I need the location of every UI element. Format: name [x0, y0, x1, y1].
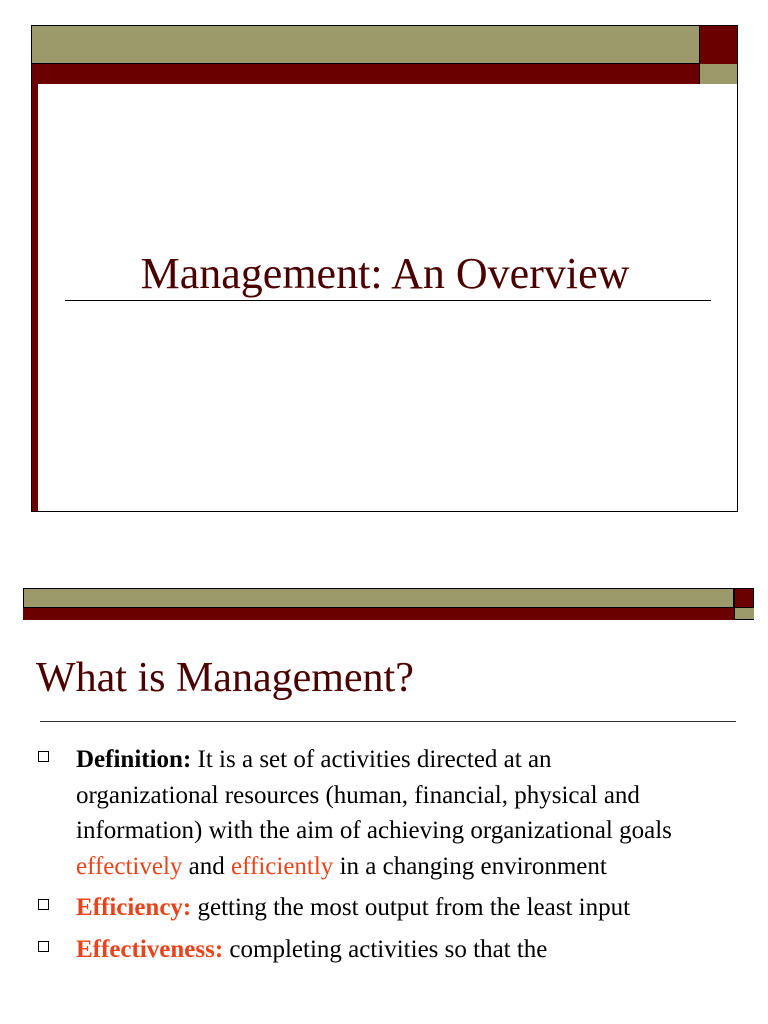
header-olive-band — [32, 26, 699, 64]
corner-olive-square — [699, 64, 737, 84]
square-bullet-icon — [38, 899, 49, 910]
bullet-term: Efficiency: — [76, 894, 192, 921]
bullet-text: getting the most output from the least input — [191, 894, 631, 921]
bullet-effectiveness — [36, 932, 686, 968]
bullet-term: Definition: — [76, 746, 192, 773]
bullet-efficiency — [36, 890, 686, 926]
content-slide — [0, 588, 768, 1024]
bullet-term: Effectiveness: — [76, 935, 224, 963]
title-slide — [31, 25, 738, 512]
corner-olive-square — [734, 608, 754, 620]
bullet-list — [36, 742, 686, 973]
accent-word: efficiently — [231, 852, 334, 880]
header-maroon-band — [23, 608, 734, 620]
corner-maroon-square — [734, 588, 754, 608]
bullet-text: and — [182, 852, 232, 880]
title-underline — [40, 721, 736, 722]
title-underline — [65, 300, 711, 301]
left-accent-bar — [32, 84, 38, 511]
square-bullet-icon — [38, 941, 49, 952]
corner-maroon-square — [699, 26, 737, 64]
bullet-text: completing activities so that the — [223, 935, 548, 963]
slide-title: Management: An Overview — [140, 249, 630, 298]
accent-word: effectively — [76, 852, 183, 880]
bullet-definition — [36, 742, 686, 884]
square-bullet-icon — [38, 751, 49, 762]
header-maroon-band — [32, 64, 699, 84]
header-olive-band — [23, 588, 734, 608]
bullet-text: It is a set of activities directed at an organizational resources (human, financial, physical and information) with the aim of achieving organizational goals — [76, 746, 672, 844]
slide-title: What is Management? — [36, 655, 414, 701]
bullet-text: in a changing environment — [333, 852, 607, 880]
